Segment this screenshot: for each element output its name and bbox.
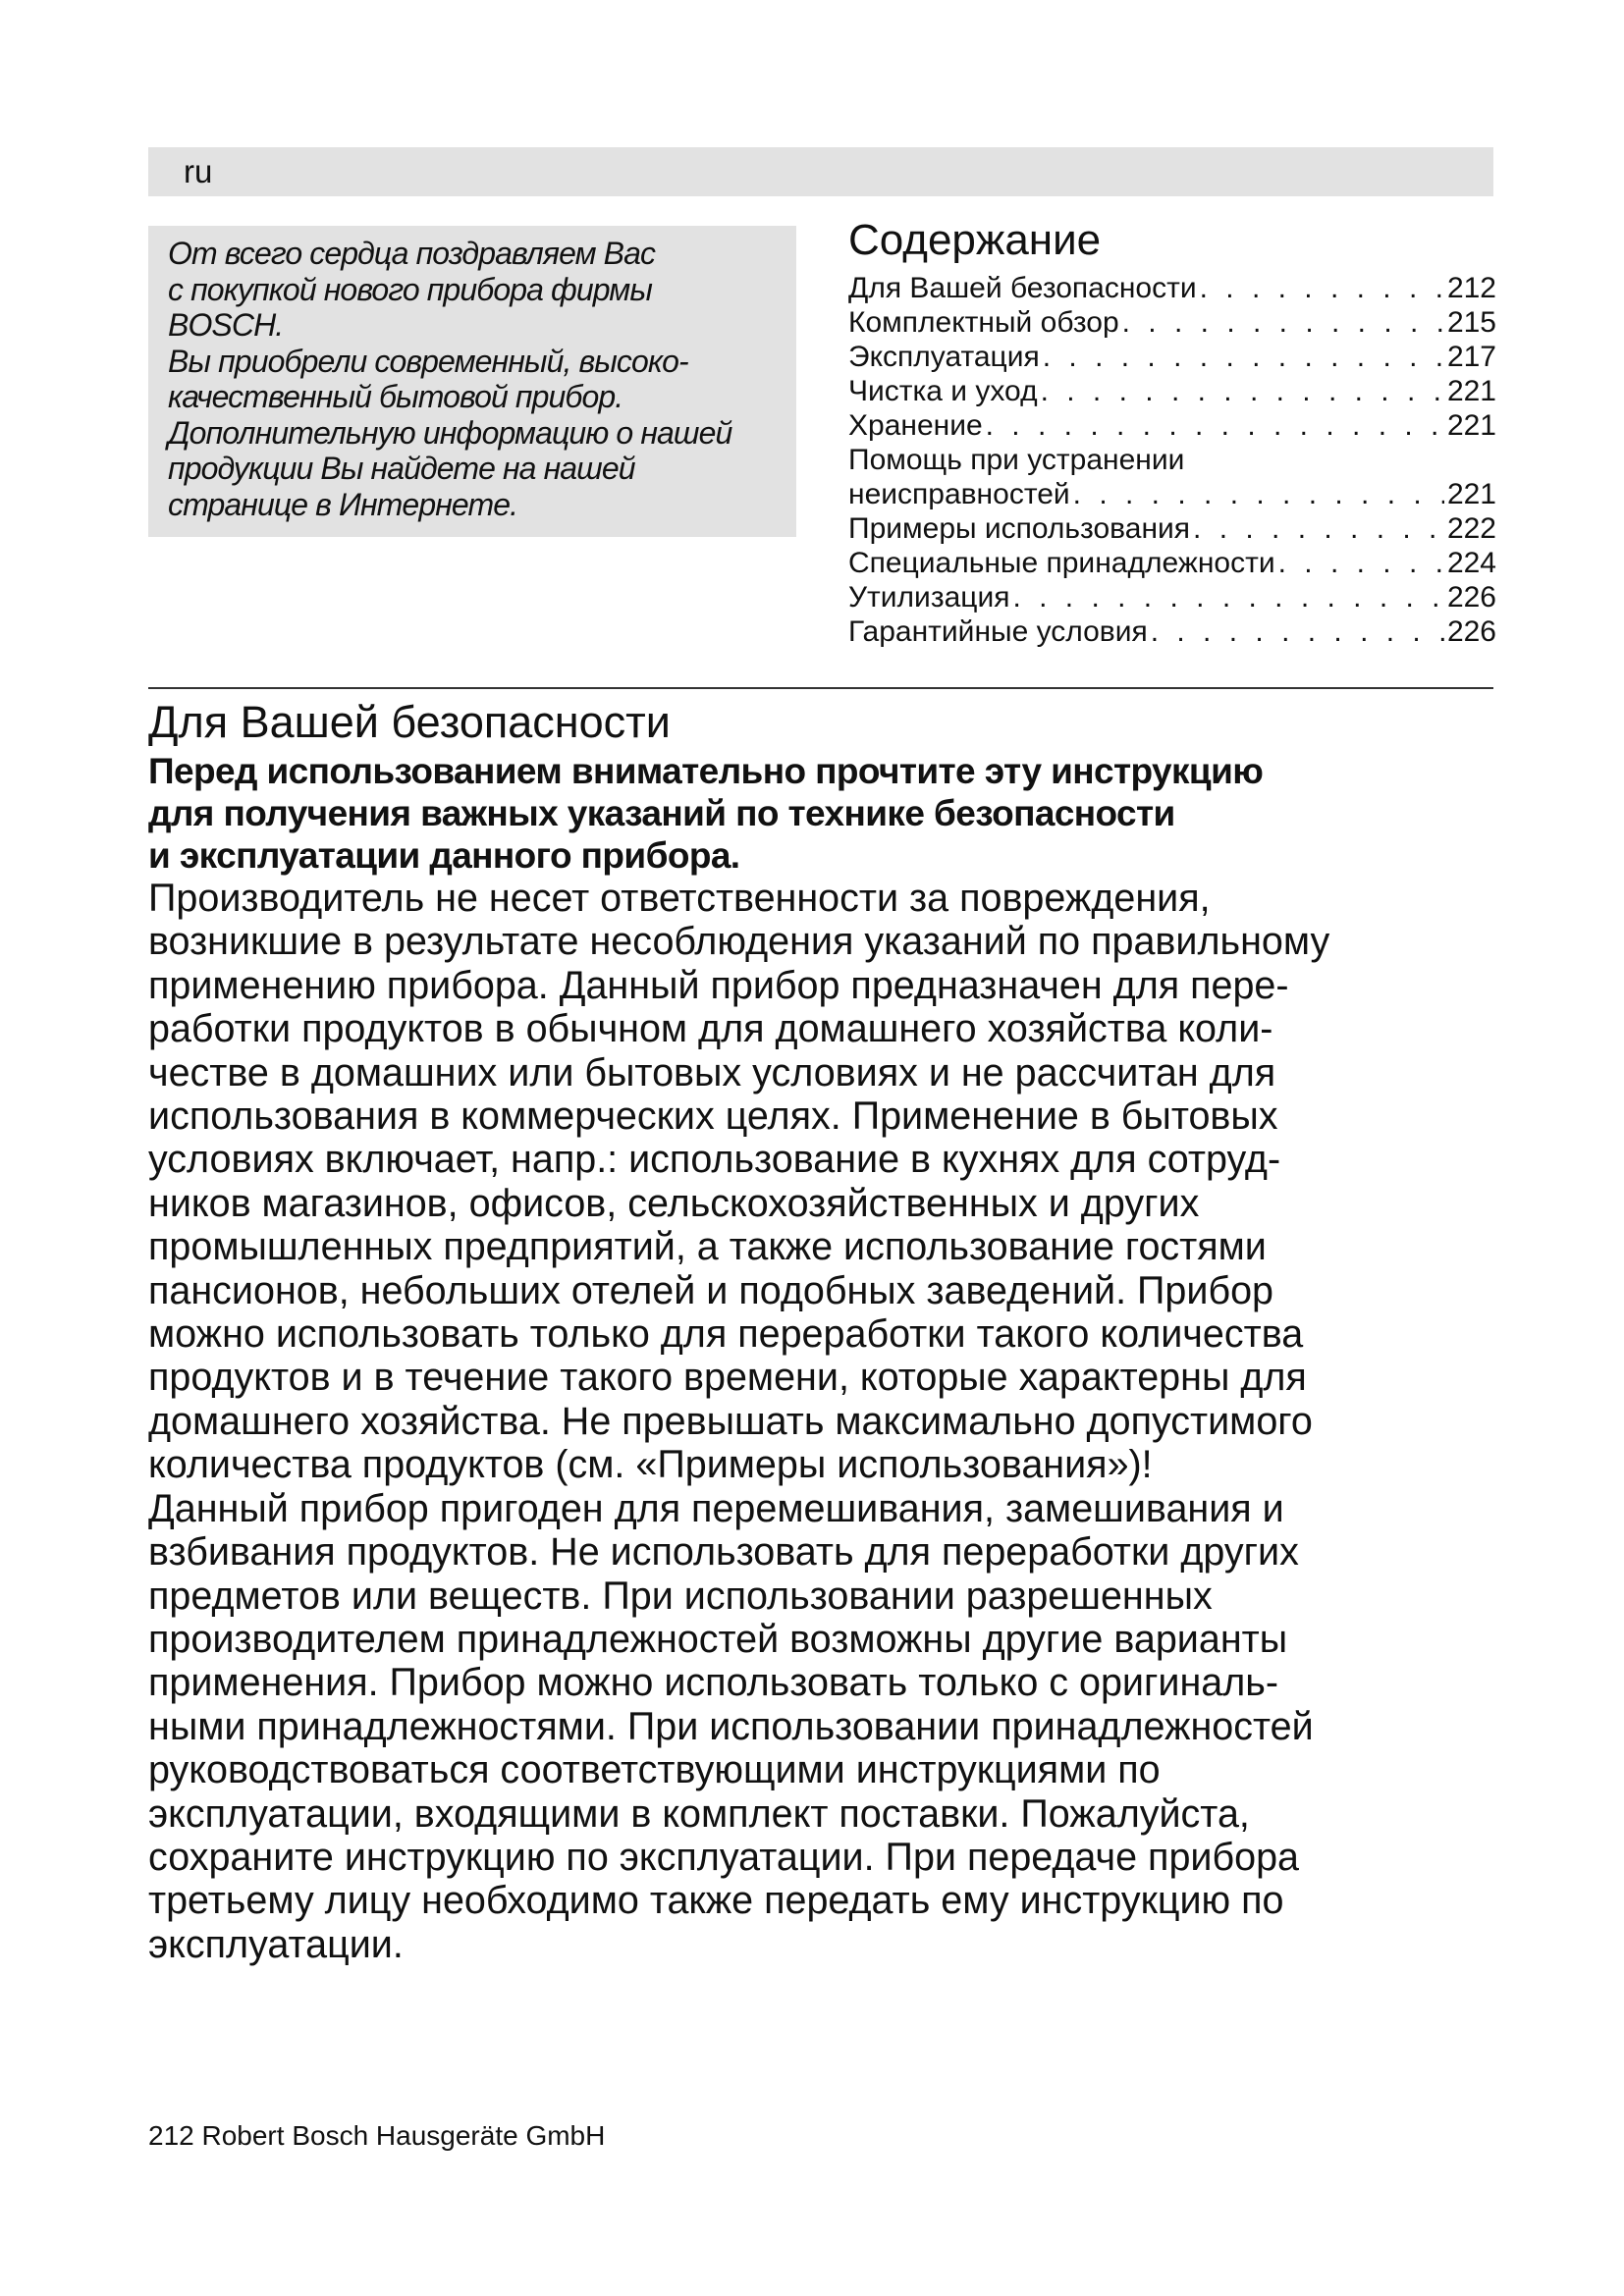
section-body: Производитель не несет ответственности за повреждения, возникшие в результате несоблюдения указаний по правильному применению прибора. Данный прибор предназначен для пере- работки продуктов в обычном для домашнего хозяйства коли- честве в домашних или бытовых условиях и не рассчитан для использования в коммерческих целях. Применение в бытовых условиях включает, напр.: использование в кухнях для сотруд- ников магазинов, офисов, сельскохозяйственных и других промышленных предприятий, а также использование гостями пансионов, небольших отелей и подобных заведений. Прибор можно использовать только для переработки такого количества продуктов и в течение такого времени, которые характерны для домашнего хозяйства. Не превышать максимально допустимого количества продуктов (см. «Примеры использования»)! Данный прибор пригоден для перемешивания, замешивания и взбивания продуктов. Не использовать для переработки других предметов или веществ. При использовании разрешенных производителем принадлежностей возможны другие варианты применения. Прибор можно использовать только с оригиналь- ными принадлежностями. При использовании принадлежностей руководствоваться соответствующими инструкциями по эксплуатации, входящими в комплект поставки. Пожалуйста, сохраните инструкцию по эксплуатации. При передаче прибора третьему лицу необходимо также передать ему инструкцию по эксплуатации.	[148, 877, 1330, 1966]
language-bar	[148, 147, 1493, 196]
toc-item[interactable]	[848, 408, 1496, 443]
toc-item-page: 221	[1446, 409, 1496, 442]
toc-item[interactable]	[848, 305, 1496, 340]
toc-item-page: 221	[1446, 375, 1496, 407]
table-of-contents	[848, 216, 1496, 649]
toc-item[interactable]	[848, 580, 1496, 614]
toc-leader	[1151, 614, 1444, 649]
toc-item-label: Эксплуатация	[848, 341, 1040, 373]
toc-item-page: 226	[1446, 581, 1496, 614]
toc-title: Содержание	[848, 216, 1102, 264]
intro-box	[148, 226, 796, 537]
toc-leader	[1043, 340, 1444, 374]
section-title: Для Вашей безопасности	[148, 697, 671, 747]
toc-item-label: Хранение	[848, 409, 983, 442]
toc-leader	[1193, 511, 1444, 546]
toc-item[interactable]	[848, 546, 1496, 580]
toc-item-label: Утилизация	[848, 581, 1010, 614]
toc-item-page: 217	[1446, 341, 1496, 373]
toc-item[interactable]	[848, 511, 1496, 546]
language-code: ru	[184, 153, 213, 189]
toc-leader	[1073, 477, 1444, 511]
toc-item-label: Помощь при устранении	[848, 444, 1185, 476]
toc-item[interactable]	[848, 340, 1496, 374]
toc-leader	[1012, 580, 1443, 614]
section-divider	[148, 687, 1493, 689]
toc-leader	[1041, 374, 1444, 408]
toc-item-label: неисправностей	[848, 478, 1070, 510]
toc-item-page: 212	[1446, 272, 1496, 304]
toc-item[interactable]	[848, 271, 1496, 305]
toc-item-page: 221	[1446, 478, 1496, 510]
toc-item-label: Специальные принадлежности	[848, 547, 1275, 579]
page-footer: 212 Robert Bosch Hausgeräte GmbH	[148, 2120, 606, 2151]
toc-leader	[1122, 305, 1444, 340]
toc-leader	[1278, 546, 1444, 580]
toc-item-label: Гарантийные условия	[848, 615, 1148, 648]
toc-item-page: 215	[1446, 306, 1496, 339]
toc-item-page: 224	[1446, 547, 1496, 579]
toc-item-label: Примеры использования	[848, 512, 1191, 545]
toc-leader	[1200, 271, 1444, 305]
toc-item[interactable]	[848, 374, 1496, 408]
toc-item-page: 226	[1446, 615, 1496, 648]
toc-item-page: 222	[1446, 512, 1496, 545]
toc-item-label: Для Вашей безопасности	[848, 272, 1197, 304]
toc-item-first-line[interactable]	[848, 443, 1496, 477]
toc-leader	[986, 408, 1444, 443]
section-lead: Перед использованием внимательно прочтите эту инструкцию для получения важных указаний по технике безопасности и эксплуатации данного прибора.	[148, 751, 1264, 876]
intro-text: От всего сердца поздравляем Вас с покупкой нового прибора фирмы BOSCH. Вы приобрели современный, высоко- качественный бытовой прибор. Дополнительную информацию о нашей продукции Вы найдете на нашей странице в Интернете.	[168, 236, 732, 522]
toc-item-label: Чистка и уход	[848, 375, 1038, 407]
toc-item-label: Комплектный обзор	[848, 306, 1119, 339]
toc-item[interactable]	[848, 614, 1496, 649]
toc-item[interactable]	[848, 477, 1496, 511]
